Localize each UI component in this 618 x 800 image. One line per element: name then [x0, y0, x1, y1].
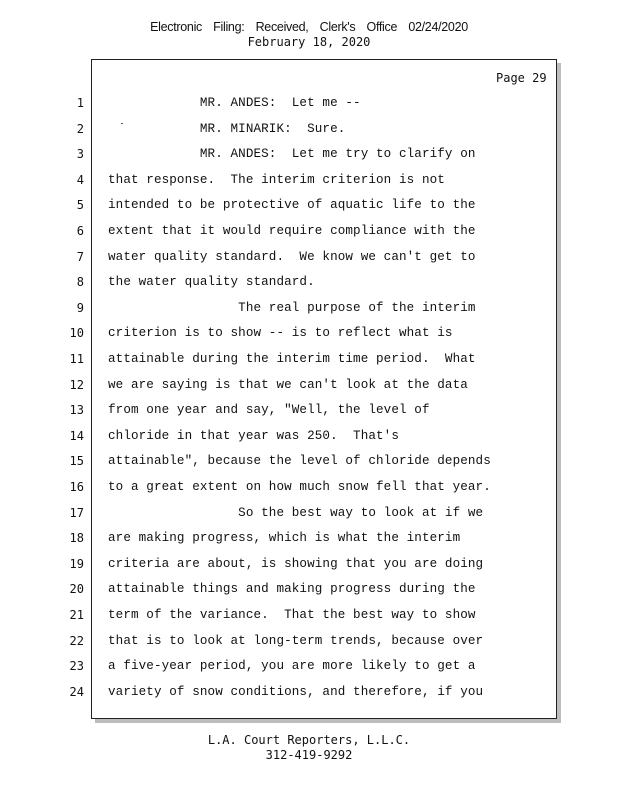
line-number: 16 — [69, 480, 84, 494]
line-number: 2 — [76, 121, 84, 136]
line-number: 20 — [69, 582, 84, 597]
transcript-line: extent that it would require compliance with the — [108, 224, 476, 238]
reporter-phone: 312-419-9292 — [265, 748, 353, 762]
transcript-line: variety of snow conditions, and therefore, if you — [108, 684, 484, 699]
line-number: 10 — [69, 326, 84, 341]
transcript-line: that response. The interim criterion is not — [108, 172, 445, 187]
filing-stamp: Electronic Filing: Received, Clerk's Office 02/24/2020 — [150, 20, 468, 34]
transcript-line: criteria are about, is showing that you are doing — [108, 556, 484, 571]
transcript-line: MR. ANDES: Let me try to clarify on — [108, 147, 476, 162]
transcript-line: water quality standard. We know we can't get to — [108, 249, 476, 264]
transcript-line: MR. MINARIK: Sure. — [108, 121, 346, 136]
line-number: 14 — [69, 428, 84, 443]
transcript-line: The real purpose of the interim — [108, 300, 476, 315]
line-number: 6 — [76, 224, 84, 238]
transcript-line: we are saying is that we can't look at the data — [108, 377, 468, 392]
line-number: 11 — [69, 352, 84, 366]
line-number: 4 — [76, 172, 84, 187]
reporter-name: L.A. Court Reporters, L.L.C. — [207, 733, 411, 747]
transcript-line: criterion is to show -- is to reflect what is — [108, 326, 453, 341]
line-number: 5 — [76, 198, 84, 213]
line-number: 18 — [69, 531, 84, 546]
transcript-line: are making progress, which is what the interim — [108, 531, 461, 546]
page-number: Page 29 — [496, 71, 547, 85]
transcript-line: chloride in that year was 250. That's — [108, 428, 399, 443]
line-number: 19 — [69, 556, 84, 571]
transcript-line: to a great extent on how much snow fell that year. — [108, 480, 491, 494]
line-number: 1 — [76, 96, 84, 110]
line-number: 23 — [69, 659, 84, 674]
line-number: 13 — [69, 403, 84, 418]
transcript-line: intended to be protective of aquatic life to the — [108, 198, 476, 213]
transcript-line: the water quality standard. — [108, 275, 315, 290]
transcript-line: So the best way to look at if we — [108, 505, 484, 520]
transcript-line: a five-year period, you are more likely to get a — [108, 659, 476, 674]
transcript-line: term of the variance. That the best way to show — [108, 608, 476, 622]
line-number: 7 — [76, 249, 84, 264]
transcript-line: from one year and say, "Well, the level of — [108, 403, 430, 418]
line-number: 17 — [69, 505, 84, 520]
transcript-line: that is to look at long-term trends, because over — [108, 633, 484, 648]
line-number: 3 — [76, 147, 84, 162]
line-number: 15 — [69, 454, 84, 469]
line-number: 8 — [76, 275, 84, 290]
line-number: 9 — [76, 300, 84, 315]
transcript-date: February 18, 2020 — [247, 35, 371, 49]
line-number: 21 — [69, 608, 84, 622]
transcript-line: attainable during the interim time period. What — [108, 352, 476, 366]
transcript-line: attainable", because the level of chloride depends — [108, 454, 491, 469]
line-number: 12 — [69, 377, 84, 392]
line-number: 22 — [69, 633, 84, 648]
line-number: 24 — [69, 684, 84, 699]
transcript-line: attainable things and making progress during the — [108, 582, 476, 597]
transcript-line: MR. ANDES: Let me -- — [108, 96, 361, 110]
